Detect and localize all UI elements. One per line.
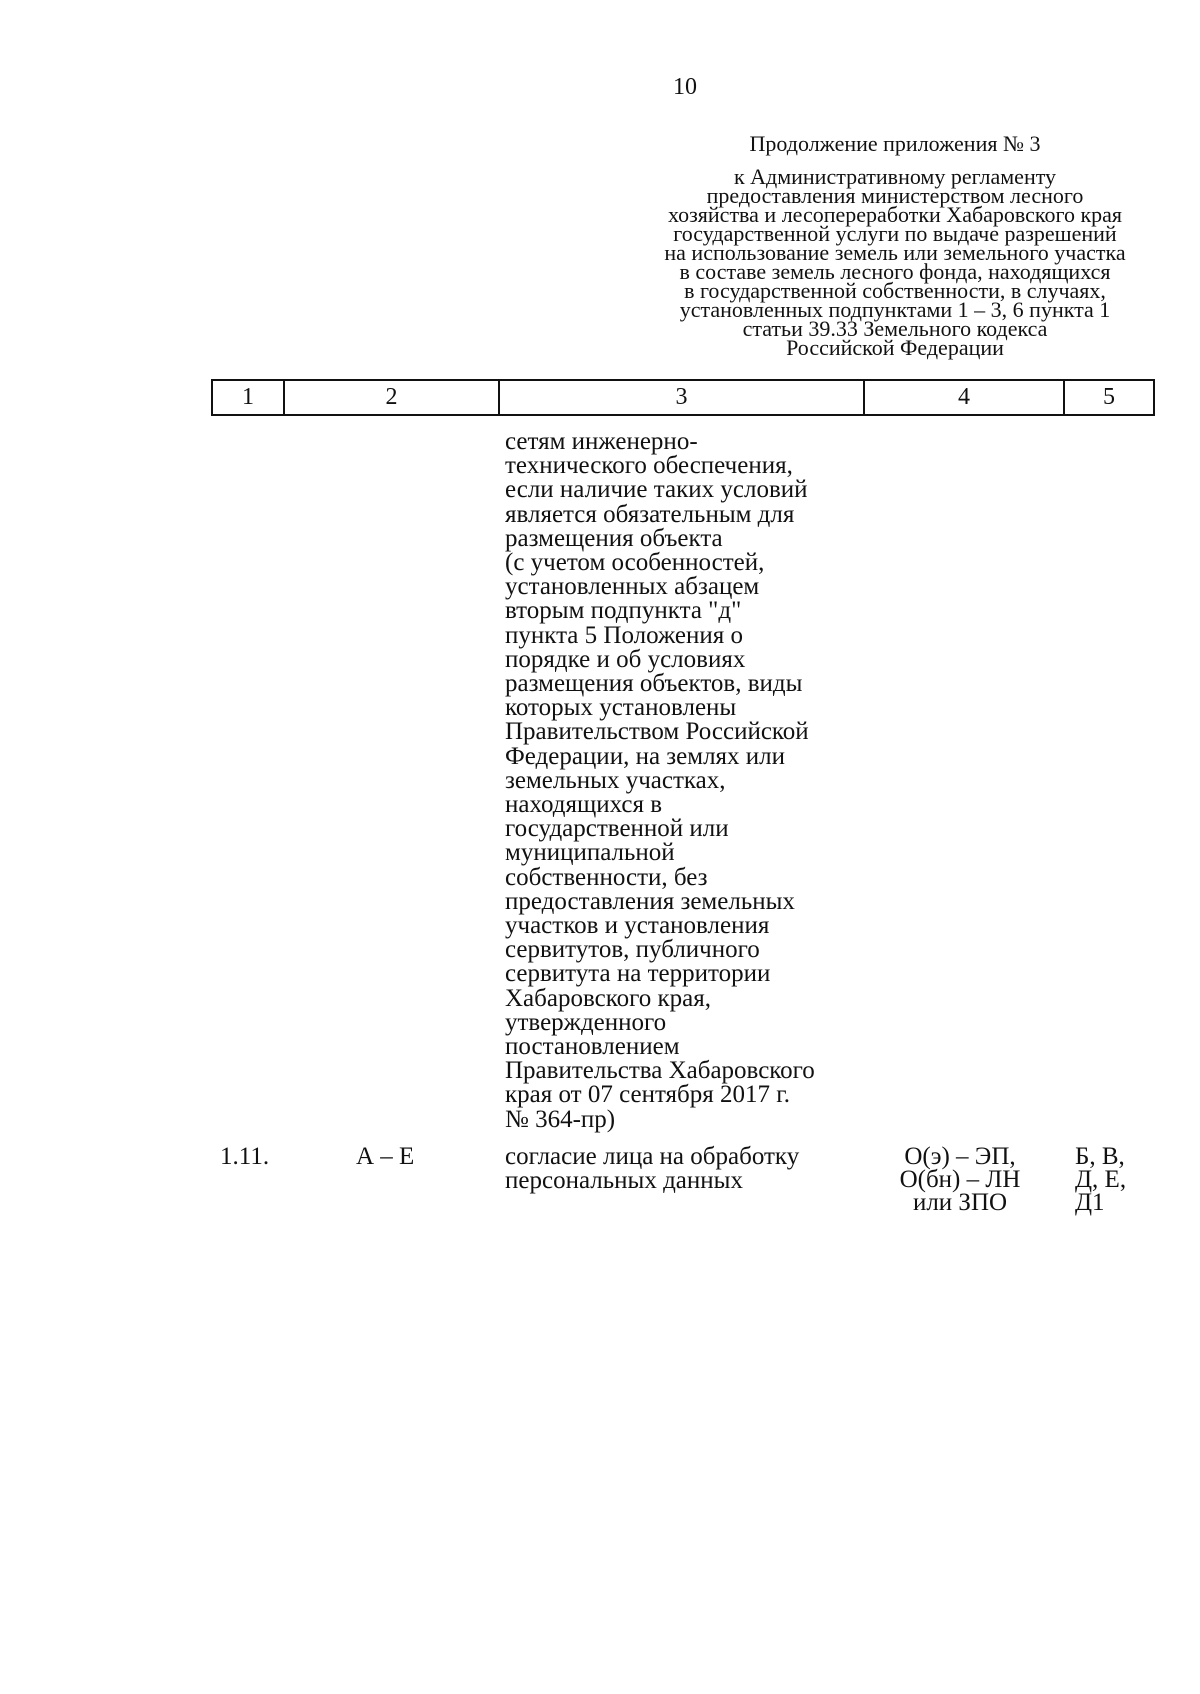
text-line: технического обеспечения, [505, 452, 793, 480]
appendix-continuation: Продолжение приложения № 3 [749, 131, 1041, 156]
appendix-line: хозяйства и лесопереработки Хабаровского края [667, 202, 1123, 227]
appendix-header [620, 131, 1170, 360]
table-header-cell: 5 [1103, 384, 1115, 410]
text-line: Д, Е, [1075, 1166, 1127, 1193]
text-line: № 364-пр) [505, 1105, 616, 1133]
text-line: которых установлены [505, 694, 737, 722]
text-line: или ЗПО [912, 1189, 1008, 1216]
table-header-cell: 4 [865, 381, 1065, 414]
text-line: персональных данных [505, 1167, 743, 1195]
row-document-form [880, 1145, 1040, 1214]
row-submission-codes [1075, 1145, 1155, 1214]
text-line: постановлением [505, 1033, 680, 1061]
text-line: сервитутов, публичного [505, 936, 760, 964]
row-document-name [505, 1145, 865, 1193]
text-line: Хабаровского края, [505, 984, 711, 1012]
text-line: согласие лица на обработку [505, 1143, 800, 1170]
text-line: О(бн) – ЛН [899, 1166, 1021, 1193]
text-line: (с учетом особенностей, [505, 549, 765, 577]
text-line: участков и установления [505, 912, 770, 940]
text-line: находящихся в [505, 791, 663, 819]
text-line: края от 07 сентября 2017 г. [505, 1081, 790, 1109]
text-line: размещения объекта [505, 524, 723, 552]
text-line: Правительством Российской [505, 718, 809, 746]
table-header-row [211, 379, 1155, 416]
text-line: вторым подпункта "д" [505, 597, 742, 625]
appendix-line: установленных подпунктами 1 – 3, 6 пункта 1 [679, 297, 1111, 322]
text-line: Правительства Хабаровского [505, 1057, 815, 1085]
appendix-line: государственной услуги по выдаче разрешений [673, 221, 1117, 246]
table-header-cell: 3 [500, 381, 865, 414]
row-number: 1.11. [220, 1143, 270, 1170]
text-line: О(э) – ЭП, [904, 1143, 1016, 1170]
text-line: если наличие таких условий [505, 476, 808, 504]
text-line: собственности, без [505, 863, 708, 891]
table-header-cell: 2 [285, 381, 500, 414]
text-line: пункта 5 Положения о [505, 621, 744, 649]
text-line: сервитута на территории [505, 960, 771, 988]
text-line: размещения объектов, виды [505, 670, 803, 698]
appendix-line: к Административному регламенту [733, 164, 1057, 189]
page-number: 10 [673, 74, 697, 100]
table-header-cell: 1 [213, 381, 285, 414]
appendix-line: в государственной собственности, в случаях, [684, 278, 1106, 303]
text-line: сетям инженерно- [505, 428, 698, 455]
text-line: государственной или [505, 815, 729, 843]
text-line: Б, В, [1075, 1143, 1125, 1170]
appendix-line: в составе земель лесного фонда, находящихся [679, 259, 1111, 284]
text-line: земельных участках, [505, 766, 726, 794]
text-line: установленных абзацем [505, 573, 760, 601]
appendix-line: на использование земель или земельного участка [664, 240, 1126, 265]
continued-cell-text [505, 430, 865, 1132]
text-line: муниципальной [505, 839, 675, 867]
text-line: утвержденного [505, 1008, 667, 1036]
appendix-line: статьи 39.33 Земельного кодекса [742, 316, 1048, 341]
text-line: предоставления земельных [505, 887, 795, 915]
text-line: порядке и об условиях [505, 645, 746, 673]
row-applicant-categories: А – Е [356, 1143, 415, 1170]
appendix-line: Российской Федерации [786, 335, 1004, 360]
text-line: Д1 [1075, 1189, 1105, 1216]
text-line: Федерации, на землях или [505, 742, 786, 770]
appendix-line: предоставления министерством лесного [706, 183, 1084, 208]
text-line: является обязательным для [505, 500, 795, 528]
